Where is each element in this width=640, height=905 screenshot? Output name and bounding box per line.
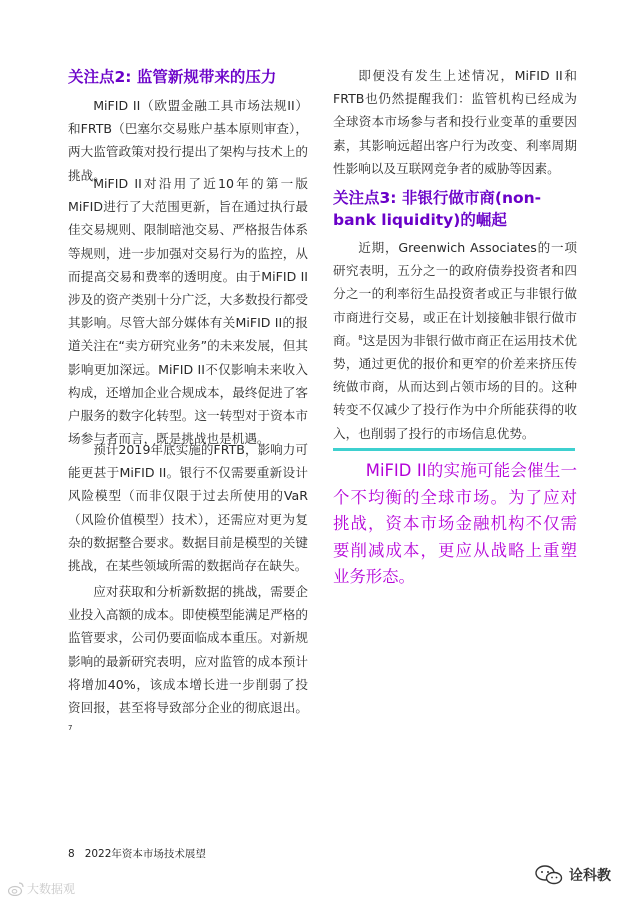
footnote-ref: 7: [68, 724, 73, 733]
paragraph-text: 应对获取和分析新数据的挑战，需要企业投入高额的成本。即使模型能满足严格的监管要求，公司仍要面临成本重压。对新规影响的最新研究表明，应对监管的成本预计将增加40%，该成本增长进一步削弱了投资回报，甚至将导致部分企业的彻底退出。: [68, 584, 308, 716]
pull-quote-divider: [333, 448, 575, 451]
weibo-icon: [8, 882, 24, 896]
watermark-left: [8, 880, 75, 897]
wechat-icon: [535, 865, 563, 885]
paragraph: MiFID II对沿用了近10年的第一版MiFID进行了大范围更新，旨在通过执行最佳交易规则、限制暗池交易、严格报告体系等规则，进一步加强对交易行为的监控，从而提高交易和费率的透明度。由于MiFID II涉及的资产类别十分广泛，大多数投行都受其影响。尽管大部分媒体有关MiFID II的报道关注在“卖方研究业务”的未来发展，但其影响更加深远。MiFID II不仅影响未来收入构成，还增加企业合规成本，最终促进了客户服务的数字化转型。这一转型对于资本市场参与者而言，既是挑战也是机遇。: [68, 176, 308, 447]
paragraph-text: 这是因为非银行做市商正在运用技术优势，通过更优的报价和更窄的价差来挤压传统做市商，从而达到占领市场的目的。这种转变不仅减少了投行作为中介所能获得的收入，也削弱了投行的市场信息优势。: [333, 332, 578, 441]
paragraph: MiFID II（欧盟金融工具市场法规II）和FRTB（巴塞尔交易账户基本原则审查），两大监管政策对投行提出了架构与技术上的挑战。: [68, 98, 308, 183]
watermark-right: [535, 865, 611, 885]
paragraph: [333, 236, 577, 445]
paragraph: 即便没有发生上述情况，MiFID II和FRTB也仍然提醒我们：监管机构已经成为全球资本市场参与者和投行业变革的重要因素，其影响远超出客户行为改变、利率周期性影响以及互联网竞争者的威胁等因素。: [333, 68, 577, 176]
document-title: 2022年资本市场技术展望: [84, 848, 206, 860]
page-number: 8: [68, 848, 75, 860]
watermark-left-text: 大数据观: [27, 882, 76, 896]
paragraph-text: 近期，Greenwich Associates的一项研究表明，五分之一的政府债券投资者和四分之一的利率衍生品投资者或正与非银行做市商进行交易，或正在计划接触非银行做市商。: [333, 240, 577, 348]
pull-quote: MiFID II的实施可能会催生一个不均衡的全球市场。为了应对挑战，资本市场金融机构不仅需要削减成本，更应从战略上重塑业务形态。: [333, 461, 577, 586]
section-heading-regulation: 关注点2: 监管新规带来的压力: [68, 68, 277, 86]
section-heading-non-bank-liquidity: 关注点3: 非银行做市商(non-bank liquidity)的崛起: [333, 189, 542, 229]
page-footer: [68, 846, 216, 861]
footnote-ref: 8: [358, 333, 363, 342]
paragraph: [68, 580, 308, 742]
watermark-right-text: 诠科教: [569, 868, 611, 884]
paragraph: 预计2019年底实施的FRTB，影响力可能更甚于MiFID II。银行不仅需要重新设计风险模型（而非仅限于过去所使用的VaR（风险价值模型）技术），还需应对更为复杂的数据整合要求。数据目前是模型的关键挑战，在某些领域所需的数据尚存在缺失。: [68, 442, 308, 574]
